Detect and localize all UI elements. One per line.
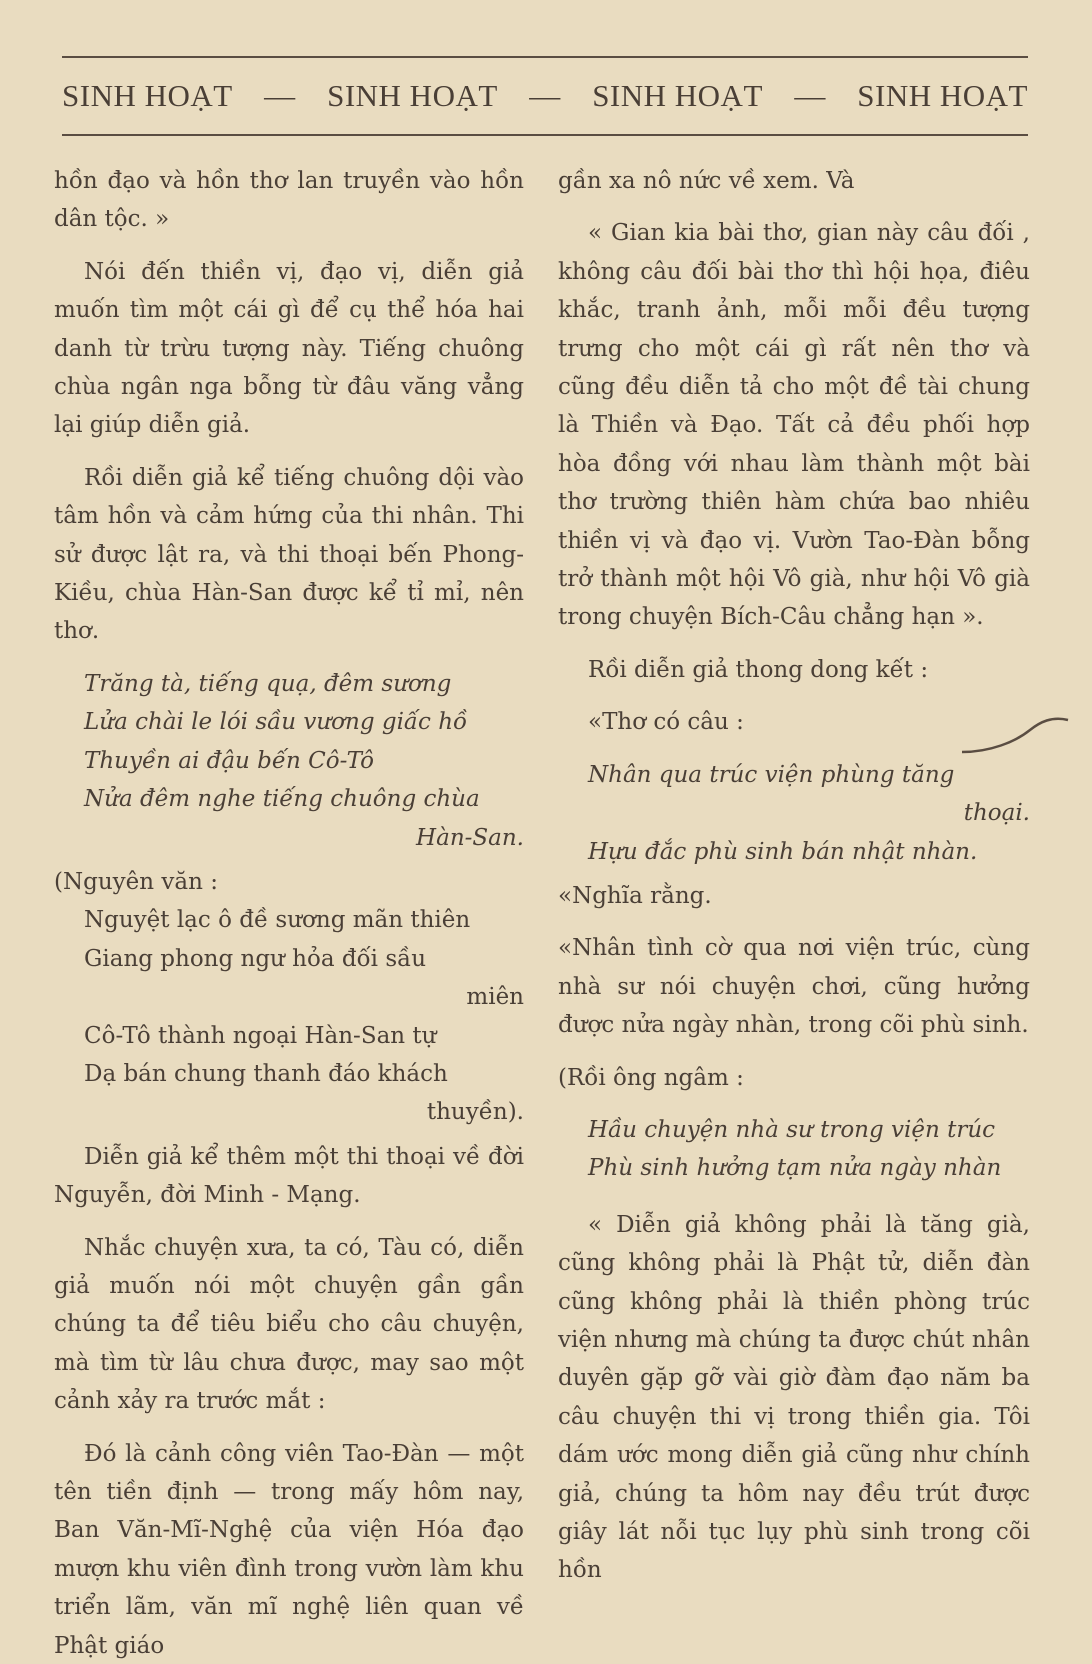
poem-line: thoại. bbox=[963, 800, 1030, 827]
header-rule-bottom bbox=[62, 134, 1028, 136]
paragraph: «Nhân tình cờ qua nơi viện trúc, cùng nhà sư nói chuyện chơi, cũng hưởng được nửa ngày nhàn, trong cõi phù sinh. bbox=[558, 935, 1030, 1039]
paragraph: «Thơ có câu : bbox=[588, 709, 744, 736]
paragraph: Rồi diễn giả kể tiếng chuông dội vào tâm hồn và cảm hứng của thi nhân. Thi sử được lật ra, và thi thoại bến Phong-Kiều, chùa Hàn-San được kể tỉ mỉ, nên thơ. bbox=[54, 464, 524, 645]
paragraph: « Gian kia bài thơ, gian này câu đối , không câu đối bài thơ thì hội họa, điêu khắc, tranh ảnh, mỗi mỗi đều tượng trưng cho một cái gì rất nên thơ và cũng đều diễn tả cho một đề tài chung là Thiền và Đạo. Tất cả đều phối hợp hòa đồng với nhau làm thành một bài thơ trường thiên hàm chứa bao nhiêu thiền vị và đạo vị. Vườn Tao-Đàn bỗng trở thành một hội Vô già, như hội Vô già trong chuyện Bích-Câu chẳng hạn ». bbox=[558, 220, 1030, 631]
poem-line: Nguyệt lạc ô đề sương mãn thiên bbox=[84, 907, 471, 934]
poem-line: Hàn-San. bbox=[416, 824, 524, 851]
header-dash: — bbox=[264, 78, 296, 113]
left-column bbox=[54, 162, 524, 1664]
paragraph: Rồi diễn giả thong dong kết : bbox=[588, 656, 929, 683]
paragraph: hồn đạo và hồn thơ lan truyền vào hồn dân tộc. » bbox=[54, 168, 524, 233]
header-item: SINH HOẠT bbox=[62, 78, 233, 113]
paragraph: «Nghĩa rằng. bbox=[558, 882, 712, 909]
running-header bbox=[62, 72, 1028, 120]
paragraph: Đó là cảnh công viên Tao-Đàn — một tên tiền định — trong mấy hôm nay, Ban Văn-Mĩ-Nghệ của viện Hóa đạo mượn khu viên đình trong vườn làm khu triển lãm, văn mĩ nghệ liên quan về Phật giáo bbox=[54, 1440, 524, 1659]
paragraph: « Diễn giả không phải là tăng già, cũng không phải là Phật tử, diễn đàn cũng không phải là thiền phòng trúc viện nhưng mà chúng ta được chút nhân duyên gặp gỡ vài giờ đàm đạo năm ba câu chuyện thi vị trong thiền gia. Tôi dám ước mong diễn giả cũng như chính giả, chúng ta hôm nay đều trút được giây lát nỗi tục lụy phù sinh trong cõi hồn bbox=[558, 1211, 1030, 1584]
poem-line: Cô-Tô thành ngoại Hàn-San tự bbox=[84, 1022, 437, 1049]
header-dash: — bbox=[529, 78, 561, 113]
header-item: SINH HOẠT bbox=[327, 78, 498, 113]
header-rule-top bbox=[62, 56, 1028, 58]
poem-translation bbox=[558, 1111, 1030, 1188]
paragraph: Nói đến thiền vị, đạo vị, diễn giả muốn tìm một cái gì để cụ thể hóa hai danh từ trừu tượng này. Tiếng chuông chùa ngân nga bỗng từ đâu văng vẳng lại giúp diễn giả. bbox=[54, 258, 524, 439]
paragraph: (Rồi ông ngâm : bbox=[558, 1064, 744, 1091]
poem-line: miên bbox=[466, 984, 524, 1011]
poem-line: Hựu đắc phù sinh bán nhật nhàn. bbox=[588, 838, 978, 865]
right-column bbox=[558, 162, 1030, 1604]
ink-flourish-mark bbox=[960, 712, 1070, 762]
poem-translation bbox=[54, 665, 524, 857]
poem-original bbox=[54, 901, 524, 1131]
poem-line: Giang phong ngư hỏa đối sầu bbox=[84, 945, 427, 972]
original-label: (Nguyên văn : bbox=[54, 868, 218, 895]
paragraph: Diễn giả kể thêm một thi thoại về đời Nguyễn, đời Minh - Mạng. bbox=[54, 1143, 524, 1209]
spacer bbox=[558, 1194, 1030, 1206]
poem-line: Phù sinh hưởng tạm nửa ngày nhàn bbox=[588, 1155, 1002, 1182]
header-item: SINH HOẠT bbox=[857, 78, 1028, 113]
header-dash: — bbox=[794, 78, 826, 113]
poem-line: Nhân qua trúc viện phùng tăng bbox=[588, 761, 955, 788]
poem-line: Dạ bán chung thanh đáo khách bbox=[84, 1060, 448, 1087]
poem-line: Lửa chài le lói sầu vương giấc hồ bbox=[84, 709, 468, 736]
poem-line: Hầu chuyện nhà sư trong viện trúc bbox=[588, 1116, 996, 1143]
poem-line: thuyền). bbox=[426, 1099, 524, 1126]
paragraph: Nhắc chuyện xưa, ta có, Tàu có, diễn giả muốn nói một chuyện gần gần chúng ta để tiêu biểu cho câu chuyện, mà tìm từ lâu chưa được, may sao một cảnh xảy ra trước mắt : bbox=[54, 1234, 524, 1415]
poem-line: Nửa đêm nghe tiếng chuông chùa bbox=[84, 786, 480, 813]
poem-line: Trăng tà, tiếng quạ, đêm sương bbox=[84, 670, 452, 697]
header-item: SINH HOẠT bbox=[592, 78, 763, 113]
paragraph: gần xa nô nức về xem. Và bbox=[558, 168, 855, 194]
poem-chinese bbox=[558, 756, 1030, 871]
poem-line: Thuyền ai đậu bến Cô-Tô bbox=[84, 747, 374, 774]
